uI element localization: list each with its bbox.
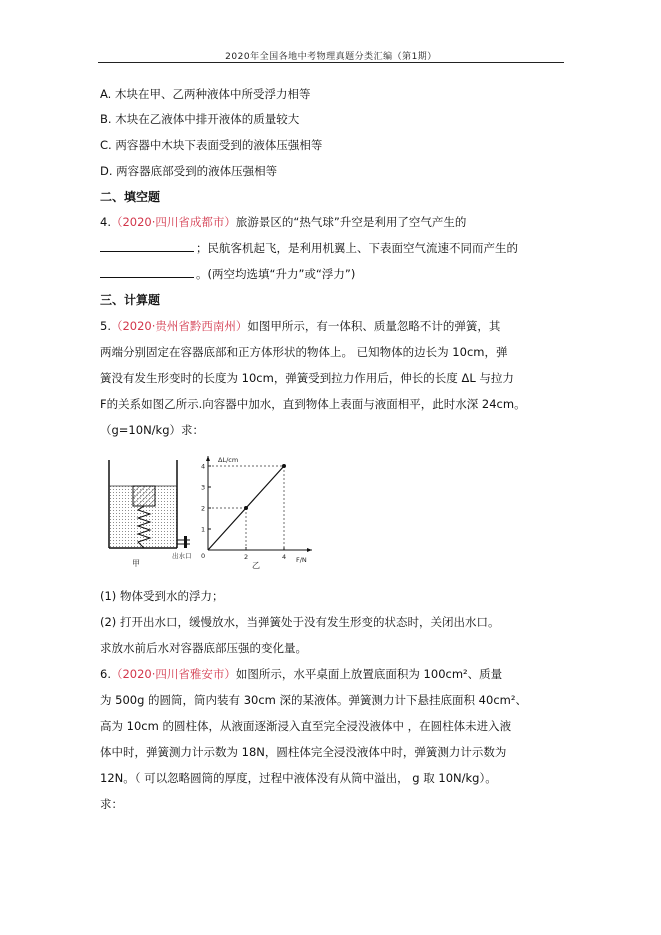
x-tick-label: 4 — [282, 553, 287, 561]
cube-object — [133, 486, 155, 506]
x-axis-arrow — [307, 548, 312, 552]
option-b: B. 木块在乙液体中排开液体的质量较大 — [100, 112, 300, 126]
option-a: A. 木块在甲、乙两种液体中所受浮力相等 — [100, 87, 311, 101]
answer-blank — [100, 266, 194, 278]
x-tick-label: 2 — [244, 553, 249, 561]
question-5-line-1 — [100, 318, 500, 334]
question-5-figure — [100, 452, 330, 572]
question-5-line-3: 簧没有发生形变时的长度为 10cm，弹簧受到拉力作用后，伸长的长度 ΔL 与拉力 — [100, 371, 514, 385]
section-title-calculation: 三、计算题 — [100, 293, 161, 307]
question-6-line-3: 高为 10cm 的圆柱体，从液面逐渐浸入直至完全浸没液体中 ，在圆柱体未进入液 — [100, 719, 512, 733]
y-axis-label: ΔL/cm — [218, 456, 239, 464]
question-6-line-6: 求： — [100, 797, 123, 811]
question-text: 如图甲所示，有一体积、质量忽略不计的弹簧，其 — [247, 319, 501, 333]
option-c: C. 两容器中木块下表面受到的液体压强相等 — [100, 138, 323, 152]
question-4-line-2 — [100, 240, 518, 256]
question-6-line-2: 为 500g 的圆筒，筒内装有 30cm 深的某液体。弹簧测力计下悬挂底面积 40cm²、 — [100, 693, 527, 707]
origin-label: 0 — [201, 552, 206, 560]
option-d: D. 两容器底部受到的液体压强相等 — [100, 164, 278, 178]
question-text: 旅游景区的“热气球”升空是利用了空气产生的 — [235, 215, 467, 229]
outlet-valve — [184, 536, 187, 548]
question-5-sub-1: (1) 物体受到水的浮力； — [100, 589, 224, 603]
question-4-line-1 — [100, 214, 466, 230]
question-source: （2020·四川省雅安市） — [110, 667, 236, 681]
question-text: 。(两空均选填“升力”或“浮力”) — [196, 267, 356, 281]
question-number: 6. — [100, 667, 111, 681]
data-point — [244, 506, 248, 510]
figure-label-jia: 甲 — [132, 559, 140, 568]
figure-svg — [100, 452, 330, 572]
y-tick-label: 2 — [201, 504, 206, 513]
question-source: （2020·四川省成都市） — [110, 215, 236, 229]
question-5-sub-2: (2) 打开出水口，缓慢放水，当弹簧处于没有发生形变的状态时，关闭出水口。 — [100, 615, 500, 629]
header-rule — [98, 62, 564, 63]
data-point — [282, 464, 286, 468]
question-text: ；民航客机起飞，是利用机翼上、下表面空气流速不同而产生的 — [196, 241, 518, 255]
graph-diagram — [201, 456, 312, 570]
y-tick-label: 4 — [201, 462, 206, 471]
question-4-line-3 — [100, 266, 355, 282]
question-6-line-1 — [100, 666, 502, 682]
question-6-line-5: 12N。（ 可以忽略圆筒的厚度，过程中液体没有从筒中溢出， g 取 10N/kg）。 — [100, 771, 497, 785]
x-axis-label: F/N — [296, 556, 307, 564]
y-axis-arrow — [206, 456, 210, 461]
figure-label-yi: 乙 — [252, 561, 260, 570]
question-5-sub-3: 求放水前后水对容器底部压强的变化量。 — [100, 641, 307, 655]
question-5-line-4: F的关系如图乙所示.向容器中加水，直到物体上表面与液面相平，此时水深 24cm。 — [100, 397, 526, 411]
y-tick-label: 1 — [201, 525, 206, 534]
answer-blank — [100, 240, 194, 252]
question-6-line-4: 体中时，弹簧测力计示数为 18N，圆柱体完全浸没液体中时，弹簧测力计示数为 — [100, 745, 507, 759]
page-header: 2020年全国各地中考物理真题分类汇编（第1期） — [225, 52, 437, 62]
y-tick-label: 3 — [201, 483, 206, 492]
question-number: 4. — [100, 215, 111, 229]
section-title-fill-blank: 二、填空题 — [100, 190, 161, 204]
container-diagram — [109, 460, 192, 568]
question-5-line-5: （g=10N/kg）求： — [100, 423, 205, 437]
question-source: （2020·贵州省黔西南州） — [110, 319, 248, 333]
question-5-line-2: 两端分别固定在容器底部和正方体形状的物体上。 已知物体的边长为 10cm，弹 — [100, 345, 508, 359]
question-text: 如图所示，水平桌面上放置底面积为 100cm²、质量 — [235, 667, 503, 681]
outlet-label: 出水口 — [172, 552, 192, 560]
question-number: 5. — [100, 319, 111, 333]
